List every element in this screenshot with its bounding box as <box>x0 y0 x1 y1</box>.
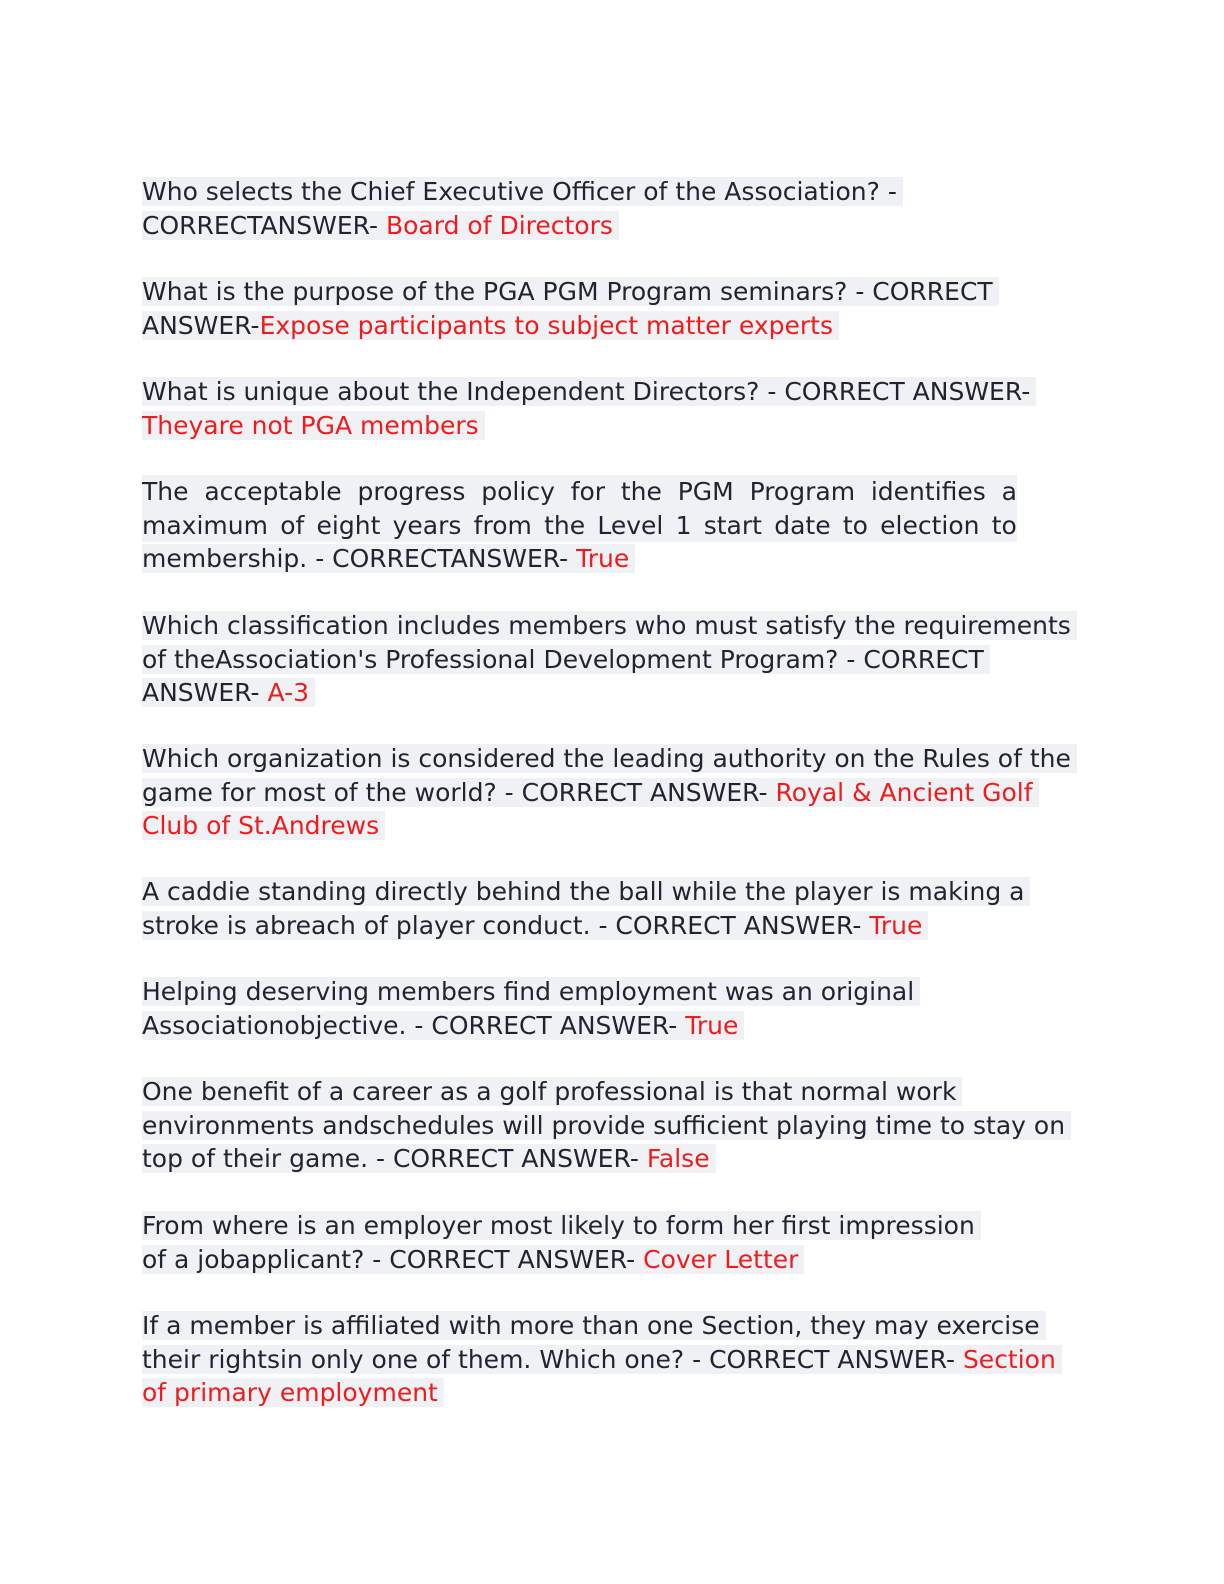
correct-answer: Theyare not PGA members <box>142 410 479 440</box>
answer-prefix: ANSWER- <box>142 310 260 340</box>
question-text: A caddie standing directly behind the ball while the player is making a <box>142 877 1030 906</box>
answer-prefix: ANSWER- <box>142 678 268 707</box>
question-text: environments andschedules will provide sufficient playing time to stay on <box>142 1111 1071 1140</box>
correct-answer: A-3 <box>267 678 309 707</box>
qa-item-5 <box>142 609 1071 710</box>
correct-answer: Royal & Ancient Golf <box>775 777 1033 807</box>
correct-answer: Board of Directors <box>385 210 613 240</box>
qa-item-7 <box>142 875 1062 942</box>
correct-answer: True <box>576 544 630 573</box>
answer-prefix: game for most of the world? - CORRECT ANSWER- <box>142 777 776 807</box>
correct-answer: Expose participants to subject matter experts <box>259 310 833 340</box>
question-text: One benefit of a career as a golf professional is that normal work <box>142 1077 962 1106</box>
qa-item-9 <box>142 1075 1066 1176</box>
qa-item-3 <box>142 375 1062 442</box>
question-text: What is unique about the Independent Directors? - CORRECT ANSWER- <box>142 377 1036 406</box>
question-text: If a member is affiliated with more than one Section, they may exercise <box>142 1311 1046 1340</box>
qa-item-4 <box>142 475 1062 576</box>
correct-answer-continued: of primary employment <box>142 1378 438 1407</box>
question-line-1: The acceptable progress policy for the PGM Program identifies a <box>142 475 1017 509</box>
answer-prefix: CORRECTANSWER- <box>142 210 386 240</box>
question-line-2: maximum of eight years from the Level 1 start date to election to <box>142 509 1017 543</box>
question-text: Which classification includes members who must satisfy the requirements <box>142 611 1077 640</box>
qa-item-6 <box>142 742 1071 843</box>
qa-item-11 <box>142 1309 1062 1410</box>
correct-answer: True <box>869 910 923 940</box>
answer-prefix: of a jobapplicant? - CORRECT ANSWER- <box>142 1244 644 1274</box>
correct-answer-continued: Club of St.Andrews <box>142 811 380 840</box>
answer-prefix: Associationobjective. - CORRECT ANSWER- <box>142 1010 686 1040</box>
qa-item-10 <box>142 1209 1062 1276</box>
question-text: Helping deserving members find employment was an original <box>142 977 920 1006</box>
answer-prefix: top of their game. - CORRECT ANSWER- <box>142 1144 647 1173</box>
answer-prefix: membership. - CORRECTANSWER- <box>142 544 577 573</box>
question-text: of theAssociation's Professional Development Program? - CORRECT <box>142 645 990 674</box>
question-text: From where is an employer most likely to form her first impression <box>142 1211 981 1240</box>
qa-item-8 <box>142 975 1062 1042</box>
answer-prefix: stroke is abreach of player conduct. - CORRECT ANSWER- <box>142 910 870 940</box>
qa-item-1 <box>142 175 1062 242</box>
question-text: Which organization is considered the leading authority on the Rules of the <box>142 744 1077 773</box>
correct-answer: Cover Letter <box>643 1244 799 1274</box>
qa-item-2 <box>142 275 1062 342</box>
correct-answer: Section <box>962 1344 1056 1374</box>
answer-prefix: their rightsin only one of them. Which one? - CORRECT ANSWER- <box>142 1344 963 1374</box>
correct-answer: False <box>646 1144 710 1173</box>
question-text: What is the purpose of the PGA PGM Program seminars? - CORRECT <box>142 277 999 306</box>
question-text: Who selects the Chief Executive Officer of the Association? - <box>142 177 903 206</box>
correct-answer: True <box>685 1010 739 1040</box>
